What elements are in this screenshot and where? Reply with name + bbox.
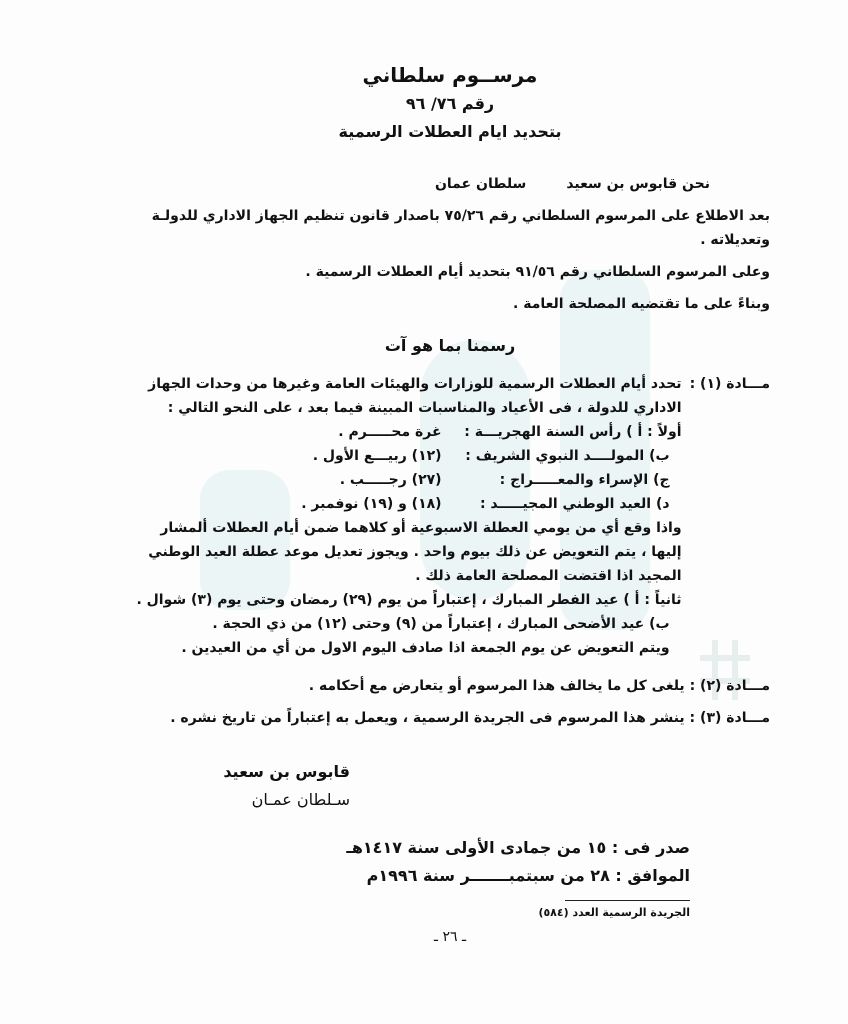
decree-page bbox=[130, 0, 770, 969]
footnote-divider bbox=[565, 900, 690, 901]
issuer-name: نحن قابوس بن سعيد bbox=[566, 176, 710, 192]
gazette-footnote: الجريدة الرسمية العدد (٥٨٤) bbox=[538, 906, 690, 919]
dates-block bbox=[130, 834, 690, 890]
decree-title: مرســوم سلطاني bbox=[362, 63, 538, 87]
issue-date: صدر فى : ١٥ من جمادى الأولى سنة ١٤١٧هـ bbox=[346, 838, 690, 857]
decree-heading: رسمنا بما هو آت bbox=[384, 336, 516, 355]
holiday-date: (١٨) و (١٩) نوفمبر . bbox=[301, 496, 442, 512]
article1 bbox=[130, 372, 770, 660]
holiday-name: ج) الإسراء والمعـــــراج : bbox=[499, 472, 670, 488]
article3: مـــادة (٣) : ينشر هذا المرسوم فى الجريدة الرسمية ، ويعمل به إعتباراً من تاريخ نشره . bbox=[170, 710, 770, 726]
issuer-line bbox=[130, 172, 710, 196]
holiday-date: غرة محـــــرم . bbox=[338, 424, 442, 440]
compensation-line: إليها ، يتم التعويض عن ذلك بيوم واحد . ويجوز تعديل موعد عطلة العيد الوطني bbox=[148, 544, 682, 560]
preamble-line: وبناءً على ما تقتضيه المصلحة العامة . bbox=[513, 296, 770, 312]
compensation-line: المجيد اذا اقتضت المصلحة العامة ذلك . bbox=[415, 568, 682, 584]
signature-title: سـلطان عمـان bbox=[251, 790, 350, 809]
eid-line: ويتم التعويض عن يوم الجمعة اذا صادف اليوم الاول من أي من العيدين . bbox=[181, 640, 670, 656]
preamble-line: وتعديلاته . bbox=[700, 232, 770, 248]
article1-line: الاداري للدولة ، فى الأعياد والمناسبات المبينة فيما بعد ، على النحو التالي : bbox=[167, 400, 682, 416]
compensation-line: واذا وقع أي من يومي العطلة الاسبوعية أو كلاهما ضمن أيام العطلات ألمشار bbox=[160, 520, 682, 536]
decree-number: رقم ٧٦/ ٩٦ bbox=[405, 94, 495, 113]
holiday-list bbox=[130, 420, 682, 516]
preamble-line: بعد الاطلاع على المرسوم السلطاني رقم ٧٥/٢٦ باصدار قانون تنظيم الجهاز الاداري للدولـة bbox=[151, 208, 770, 224]
holiday-date: (٢٧) رجـــــب . bbox=[339, 472, 442, 488]
signature-block bbox=[130, 758, 770, 814]
eid-line: ب) عيد الأضحى المبارك ، إعتباراً من (٩) وحتى (١٢) من ذي الحجة . bbox=[212, 616, 670, 632]
holiday-name: د) العيد الوطني المجيـــــد : bbox=[479, 496, 670, 512]
article1-label: مـــادة (١) : bbox=[689, 376, 770, 392]
holiday-name: ب) المولــــد النبوي الشريف : bbox=[465, 448, 670, 464]
eid-line: ثانياً : أ ) عيد الفطر المبارك ، إعتباراً من يوم (٢٩) رمضان وحتى يوم (٣) شوال . bbox=[136, 592, 682, 608]
decree-subject: بتحديد ايام العطلات الرسمية bbox=[338, 122, 562, 141]
issuer-title: سلطان عمان bbox=[434, 176, 527, 192]
article1-line: تحدد أيام العطلات الرسمية للوزارات والهيئات العامة وغيرها من وحدات الجهاز bbox=[148, 376, 682, 392]
page-number: ـ ٢٦ ـ bbox=[433, 929, 467, 945]
article2: مـــادة (٢) : يلغى كل ما يخالف هذا المرسوم أو يتعارض مع أحكامه . bbox=[308, 678, 770, 694]
holiday-name: أولاً : أ ) رأس السنة الهجريـــة : bbox=[464, 424, 682, 440]
signature-name: قابوس بن سعيد bbox=[223, 762, 350, 781]
holiday-date: (١٢) ربيـــع الأول . bbox=[312, 448, 442, 464]
corresponding-date: الموافق : ٢٨ من سبتمبـــــــر سنة ١٩٩٦م bbox=[366, 866, 690, 885]
preamble-line: وعلى المرسوم السلطاني رقم ٩١/٥٦ بتحديد أيام العطلات الرسمية . bbox=[305, 264, 770, 280]
